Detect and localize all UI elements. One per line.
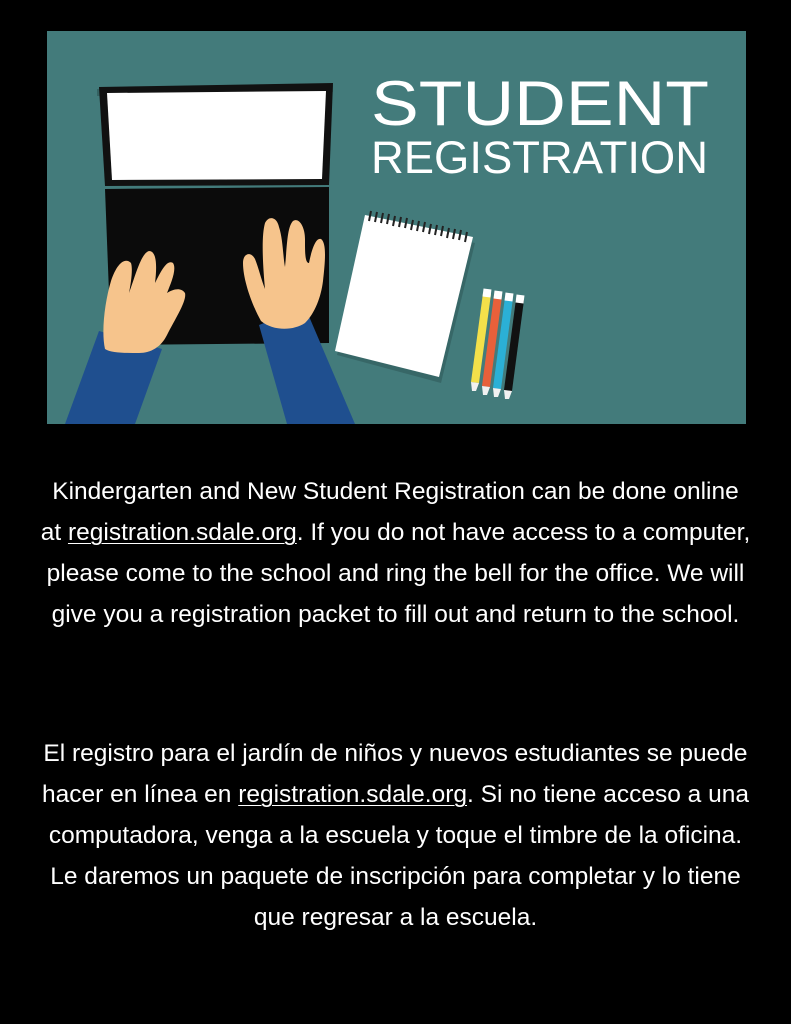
spanish-paragraph xyxy=(40,733,751,938)
registration-link[interactable]: registration.sdale.org xyxy=(67,519,297,546)
banner-title-line2: REGISTRATION xyxy=(371,132,708,183)
student-registration-banner xyxy=(47,31,746,424)
banner-title-line1: STUDENT xyxy=(371,69,709,139)
english-text-before-link: Kindergarten and New Student Registration can be done online at xyxy=(40,478,739,546)
banner-illustration xyxy=(47,31,746,424)
registration-link-spanish[interactable]: registration.sdale.org xyxy=(238,781,467,808)
spanish-text-after-link: . Si no tiene acceso a una computadora, venga a la escuela y toque el timbre de la oficina. Le daremos un paquete de inscripción para completar y lo tiene que regresar a la escuela. xyxy=(48,781,749,931)
english-paragraph xyxy=(40,471,751,635)
spanish-text-before-link: El registro para el jardín de niños y nuevos estudiantes se puede hacer en línea en xyxy=(42,740,748,808)
english-text-after-link: . If you do not have access to a computer, please come to the school and ring the bell for the office. We will give you a registration packet to fill out and return to the school. xyxy=(46,519,751,628)
